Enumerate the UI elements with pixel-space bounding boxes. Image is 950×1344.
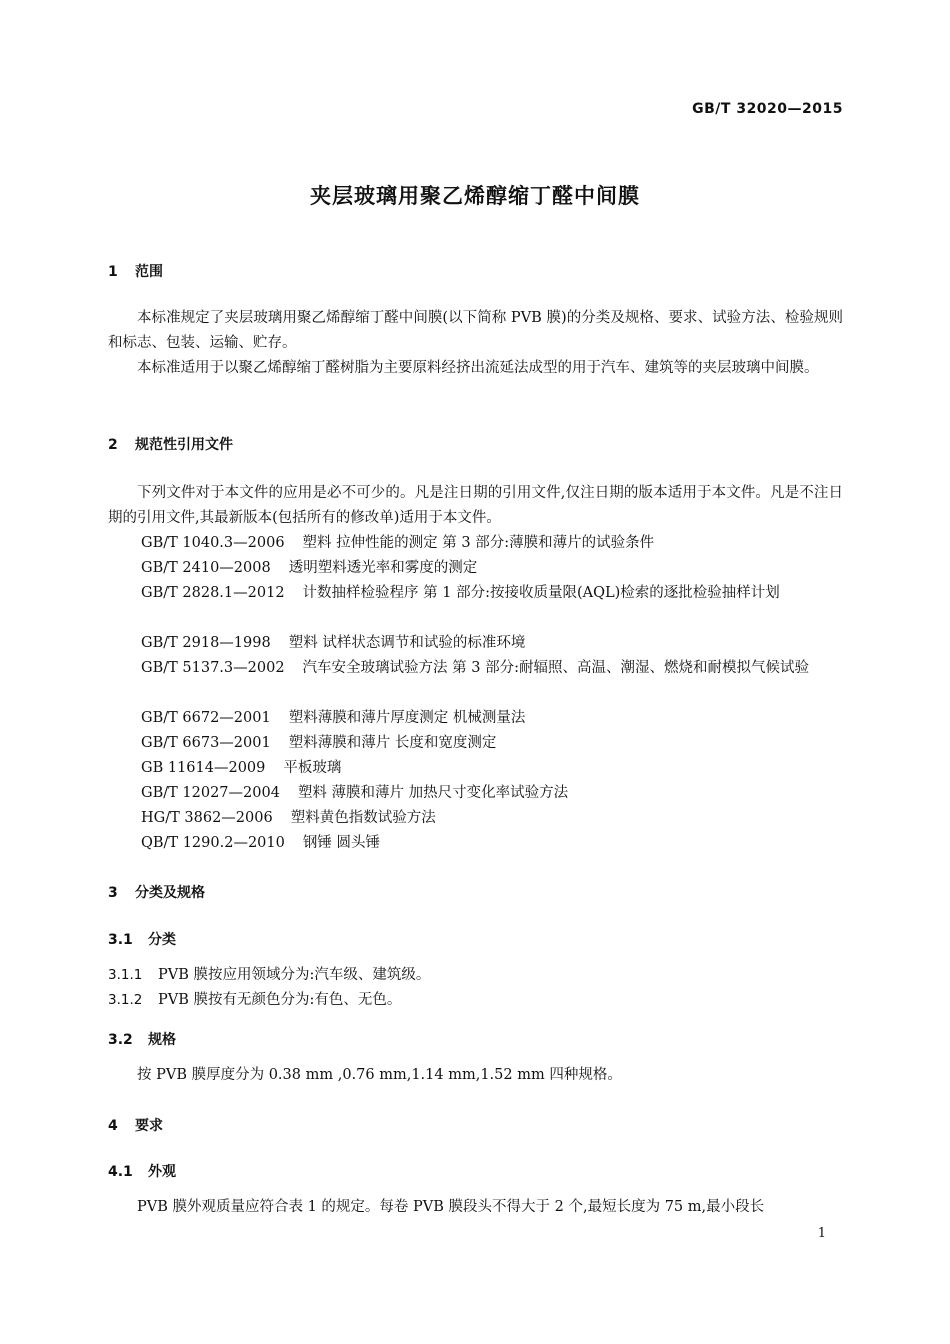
- section-title: 范围: [135, 264, 163, 280]
- section-title: 要求: [135, 1118, 163, 1134]
- reference-item: [108, 531, 843, 556]
- reference-code: GB/T 2918—1998: [141, 635, 271, 651]
- section-1-paragraph-2: 本标准适用于以聚乙烯醇缩丁醛树脂为主要原料经挤出流延法成型的用于汽车、建筑等的夹层玻璃中间膜。: [137, 360, 819, 376]
- reference-title: 塑料薄膜和薄片 长度和宽度测定: [288, 735, 497, 751]
- clause-number: 3.1.1: [108, 967, 143, 983]
- section-4-1-heading: [108, 1161, 176, 1181]
- section-title: 规格: [148, 1032, 176, 1048]
- reference-code: GB/T 6672—2001: [141, 710, 271, 726]
- reference-item: [108, 656, 843, 681]
- reference-title: 平板玻璃: [283, 760, 342, 776]
- section-4-heading: [108, 1115, 163, 1135]
- reference-title: 塑料 试样状态调节和试验的标准环境: [288, 635, 526, 651]
- section-number: 4: [108, 1118, 118, 1134]
- reference-item: [108, 781, 843, 806]
- reference-title: 计数抽样检验程序 第 1 部分:按接收质量限(AQL)检索的逐批检验抽样计划: [302, 585, 780, 601]
- section-number: 4.1: [108, 1164, 133, 1180]
- section-title: 规范性引用文件: [135, 437, 233, 453]
- reference-code: GB/T 2828.1—2012: [141, 585, 285, 601]
- section-number: 3.1: [108, 932, 133, 948]
- reference-title: 汽车安全玻璃试验方法 第 3 部分:耐辐照、高温、潮湿、燃烧和耐模拟气候试验: [302, 660, 809, 676]
- reference-item: [108, 756, 843, 781]
- reference-title: 塑料 薄膜和薄片 加热尺寸变化率试验方法: [297, 785, 569, 801]
- reference-title: 塑料薄膜和薄片厚度测定 机械测量法: [288, 710, 526, 726]
- reference-item: [108, 806, 843, 831]
- standard-number: GB/T 32020—2015: [692, 101, 843, 117]
- section-2-heading: [108, 434, 233, 454]
- reference-code: HG/T 3862—2006: [141, 810, 273, 826]
- section-1-heading: [108, 261, 163, 281]
- reference-code: GB/T 2410—2008: [141, 560, 271, 576]
- section-2-intro: 下列文件对于本文件的应用是必不可少的。凡是注日期的引用文件,仅注日期的版本适用于本文件。凡是不注日期的引用文件,其最新版本(包括所有的修改单)适用于本文件。: [108, 485, 843, 526]
- reference-code: GB/T 12027—2004: [141, 785, 280, 801]
- section-3-1-heading: [108, 929, 176, 949]
- page-number: 1: [817, 1226, 826, 1241]
- reference-item: [108, 581, 843, 606]
- clause-text: PVB 膜按有无颜色分为:有色、无色。: [158, 992, 402, 1008]
- reference-code: GB 11614—2009: [141, 760, 266, 776]
- section-number: 3.2: [108, 1032, 133, 1048]
- section-3-2-paragraph: 按 PVB 膜厚度分为 0.38 mm ,0.76 mm,1.14 mm,1.52 mm 四种规格。: [137, 1067, 622, 1083]
- reference-item: [108, 706, 843, 731]
- section-title: 外观: [148, 1164, 176, 1180]
- section-3-heading: [108, 882, 205, 902]
- reference-code: GB/T 5137.3—2002: [141, 660, 285, 676]
- clause-3-1-2: [108, 988, 401, 1013]
- document-title: 夹层玻璃用聚乙烯醇缩丁醛中间膜: [310, 184, 640, 208]
- reference-title: 塑料 拉伸性能的测定 第 3 部分:薄膜和薄片的试验条件: [302, 535, 655, 551]
- reference-code: GB/T 6673—2001: [141, 735, 271, 751]
- clause-number: 3.1.2: [108, 992, 143, 1008]
- clause-3-1-1: [108, 963, 430, 988]
- section-number: 2: [108, 437, 118, 453]
- section-title: 分类: [148, 932, 176, 948]
- reference-title: 塑料黄色指数试验方法: [290, 810, 436, 826]
- reference-item: [108, 556, 843, 581]
- section-4-1-paragraph: PVB 膜外观质量应符合表 1 的规定。每卷 PVB 膜段头不得大于 2 个,最短长度为 75 m,最小段长: [137, 1199, 765, 1215]
- reference-item: [108, 831, 843, 856]
- reference-item: [108, 731, 843, 756]
- section-1-paragraph-1: 本标准规定了夹层玻璃用聚乙烯醇缩丁醛中间膜(以下简称 PVB 膜)的分类及规格、要求、试验方法、检验规则和标志、包装、运输、贮存。: [108, 310, 843, 351]
- section-number: 1: [108, 264, 118, 280]
- reference-item: [108, 631, 843, 656]
- reference-title: 透明塑料透光率和雾度的测定: [288, 560, 478, 576]
- section-3-2-heading: [108, 1029, 176, 1049]
- section-number: 3: [108, 885, 118, 901]
- reference-title: 钢锤 圆头锤: [302, 835, 380, 851]
- section-title: 分类及规格: [135, 885, 205, 901]
- reference-code: GB/T 1040.3—2006: [141, 535, 285, 551]
- reference-code: QB/T 1290.2—2010: [141, 835, 285, 851]
- clause-text: PVB 膜按应用领域分为:汽车级、建筑级。: [158, 967, 431, 983]
